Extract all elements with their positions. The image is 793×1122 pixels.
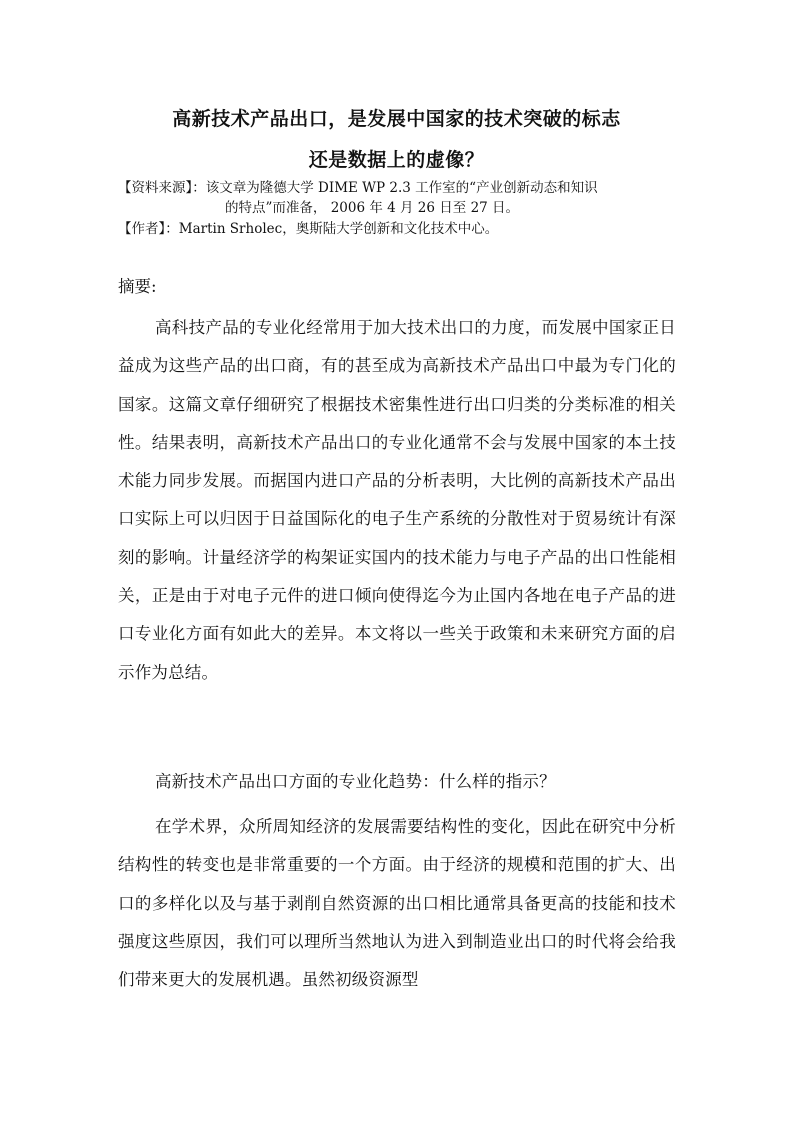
source-text-line-1: ：该文章为隆德大学 DIME WP 2.3 工作室的“产业创新动态和知识 (192, 180, 598, 196)
section-heading: 高新技术产品出口方面的专业化趋势：什么样的指示？ (155, 772, 556, 791)
body-paragraph-1: 在学术界，众所周知经济的发展需要结构性的变化，因此在研究中分析结构性的转变也是非常重要的一个方面。由于经济的规模和范围的扩大、出口的多样化以及与基于剥削自然资源的出口相比通常具备更高的技能和技术强度这些原因，我们可以理所当然地认为进入到制造业出口的时代将会给我们带来更大的发展机遇。虽然初级资源型 (118, 817, 676, 990)
document-title-line-1: 高新技术产品出口，是发展中国家的技术突破的标志 (172, 108, 621, 130)
author-label: 【作者】 (118, 221, 166, 237)
source-label: 【资料来源】 (118, 180, 193, 196)
document-title-line-2: 还是数据上的虚像？ (308, 149, 485, 171)
source-text-line-2: 的特点”而准备， 2006 年 4 月 26 日至 27 日。 (225, 200, 520, 216)
abstract-paragraph: 高科技产品的专业化经常用于加大技术出口的力度，而发展中国家正日益成为这些产品的出口商，有的甚至成为高新技术产品出口中最为专门化的国家。这篇文章仔细研究了根据技术密集性进行出口归类的分类标准的相关性。结果表明，高新技术产品出口的专业化通常不会与发展中国家的本土技术能力同步发展。而据国内进口产品的分析表明，大比例的高新技术产品出口实际上可以归因于日益国际化的电子生产系统的分散性对于贸易统计有深刻的影响。计量经济学的构架证实国内的技术能力与电子产品的出口性能相关，正是由于对电子元件的进口倾向使得迄今为止国内各地在电子产品的进口专业化方面有如此大的差异。本文将以一些关于政策和未来研究方面的启示作为总结。 (118, 318, 676, 682)
author-text: ：Martin Srholec，奥斯陆大学创新和文化技术中心。 (165, 221, 499, 237)
author-note (118, 219, 678, 239)
abstract-label: 摘要: (118, 277, 157, 296)
source-note (118, 178, 678, 218)
